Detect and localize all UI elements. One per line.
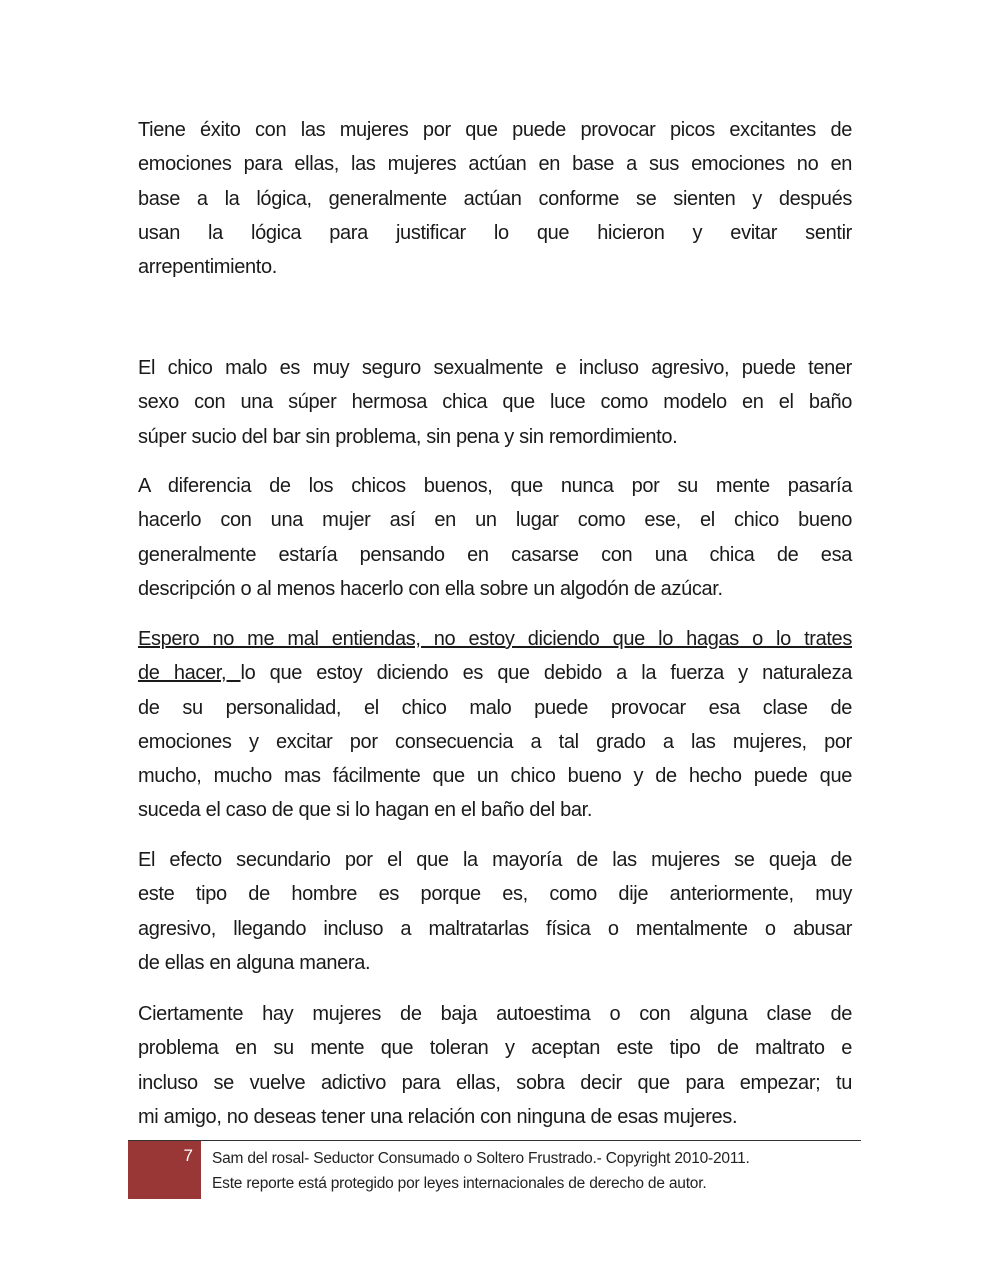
text-line: sexo con una súper hermosa chica que luce como modelo en el baño	[138, 391, 852, 414]
paragraph-3	[138, 469, 852, 606]
text-line: mucho, mucho mas fácilmente que un chico bueno y de hecho puede que	[138, 765, 852, 788]
text-line: súper sucio del bar sin problema, sin pena y sin remordimiento.	[138, 425, 678, 448]
paragraph-2	[138, 351, 852, 454]
text-line: usan la lógica para justificar lo que hicieron y evitar sentir	[138, 221, 852, 244]
paragraph-4	[138, 622, 852, 828]
text-line: emociones y excitar por consecuencia a tal grado a las mujeres, por	[138, 730, 852, 753]
text-line: El chico malo es muy seguro sexualmente e incluso agresivo, puede tener	[138, 357, 852, 379]
text-line	[138, 656, 852, 690]
text-line: arrepentimiento.	[138, 256, 277, 279]
text-span: lo que estoy diciendo es que debido a la fuerza y naturaleza	[240, 662, 853, 685]
paragraph-1	[138, 113, 852, 284]
text-line: El efecto secundario por el que la mayoría de las mujeres se queja de	[138, 849, 852, 871]
page-number: 7	[183, 1146, 193, 1165]
text-line: de ellas en alguna manera.	[138, 951, 371, 974]
footer-divider	[128, 1140, 861, 1141]
text-line	[138, 622, 852, 656]
text-line: incluso se vuelve adictivo para ellas, sobra decir que para empezar; tu	[138, 1071, 852, 1094]
text-line: generalmente estaría pensando en casarse con una chica de esa	[138, 543, 852, 566]
text-line: problema en su mente que toleran y aceptan este tipo de maltrato e	[138, 1037, 852, 1060]
text-line: Tiene éxito con las mujeres por que puede provocar picos excitantes de	[138, 119, 852, 141]
text-line: Ciertamente hay mujeres de baja autoestima o con alguna clase de	[138, 1003, 852, 1025]
page-number-box	[128, 1141, 201, 1199]
underlined-text: Espero no me mal entiendas, no estoy diciendo que lo hagas o lo trates	[138, 628, 852, 650]
footer-copyright: Sam del rosal- Seductor Consumado o Soltero Frustrado.- Copyright 2010-2011.	[212, 1150, 750, 1167]
paragraph-5	[138, 843, 852, 980]
text-line: este tipo de hombre es porque es, como dije anteriormente, muy	[138, 883, 852, 906]
text-line: base a la lógica, generalmente actúan conforme se sienten y después	[138, 187, 852, 210]
text-line: mi amigo, no deseas tener una relación con ninguna de esas mujeres.	[138, 1105, 738, 1128]
text-line: A diferencia de los chicos buenos, que nunca por su mente pasaría	[138, 475, 852, 497]
footer-notice: Este reporte está protegido por leyes internacionales de derecho de autor.	[212, 1175, 707, 1192]
underlined-text: de hacer,	[138, 662, 241, 685]
text-line: emociones para ellas, las mujeres actúan en base a sus emociones no en	[138, 153, 852, 176]
footer-text	[212, 1146, 750, 1196]
text-line: de su personalidad, el chico malo puede provocar esa clase de	[138, 696, 852, 719]
paragraph-6	[138, 997, 852, 1134]
text-line: suceda el caso de que si lo hagan en el baño del bar.	[138, 799, 593, 822]
text-line: hacerlo con una mujer así en un lugar como ese, el chico bueno	[138, 509, 852, 532]
text-line: agresivo, llegando incluso a maltratarlas física o mentalmente o abusar	[138, 917, 852, 940]
text-line: descripción o al menos hacerlo con ella sobre un algodón de azúcar.	[138, 577, 723, 600]
